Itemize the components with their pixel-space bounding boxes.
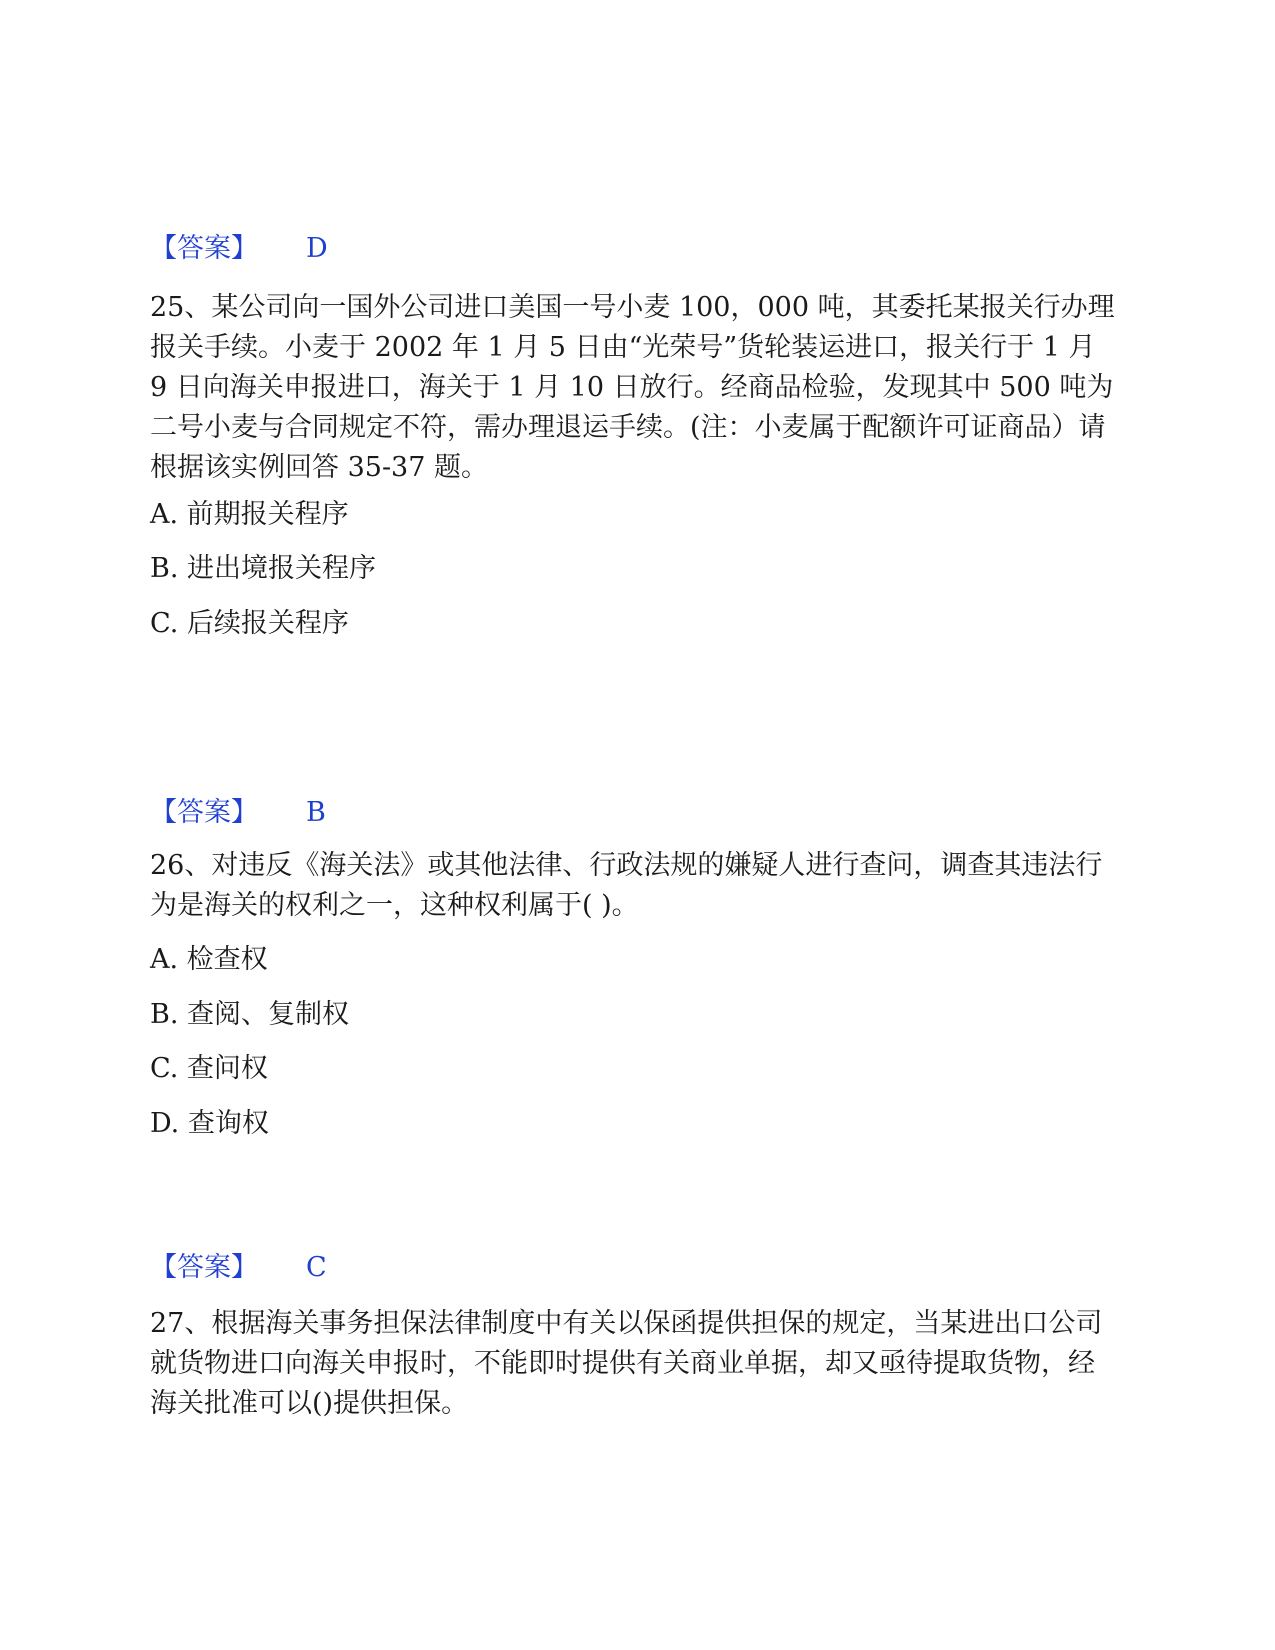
answer-line <box>150 1251 327 1285</box>
answer-label: 【答案】 <box>150 1252 258 1283</box>
question-25-text: 25、某公司向一国外公司进口美国一号小麦 100，000 吨，其委托某报关行办理报关手续。小麦于 2002 年 1 月 5 日由“光荣号”货轮装运进口，报关行于 1 月 9 日向海关申报进口，海关于 1 月 10 日放行。经商品检验，发现其中 500 吨为二号小麦与合同规定不符，需办理退运手续。(注：小麦属于配额许可证商品）请根据该实例回答 35-37 题。 <box>150 292 1115 483</box>
answer-label: 【答案】 <box>150 797 258 828</box>
question-26-option-a: A. 检查权 <box>150 944 268 975</box>
question-25-option-a: A. 前期报关程序 <box>150 499 349 530</box>
question-25-option-b: B. 进出境报关程序 <box>150 553 377 584</box>
answer-label: 【答案】 <box>150 233 258 264</box>
answer-line <box>150 232 328 266</box>
question-26-option-b: B. 查阅、复制权 <box>150 999 350 1030</box>
question-27-text: 27、根据海关事务担保法律制度中有关以保函提供担保的规定，当某进出口公司就货物进口向海关申报时，不能即时提供有关商业单据，却又亟待提取货物，经海关批准可以()提供担保。 <box>150 1308 1103 1419</box>
question-26-option-d: D. 查询权 <box>150 1108 269 1139</box>
answer-value: D <box>306 233 328 264</box>
answer-line <box>150 796 326 830</box>
answer-value: B <box>306 797 326 828</box>
question-25-option-c: C. 后续报关程序 <box>150 608 349 639</box>
question-26-text: 26、对违反《海关法》或其他法律、行政法规的嫌疑人进行查问，调查其违法行为是海关的权利之一，这种权利属于( )。 <box>150 850 1103 921</box>
question-26-option-c: C. 查问权 <box>150 1053 268 1084</box>
answer-value: C <box>306 1252 327 1283</box>
